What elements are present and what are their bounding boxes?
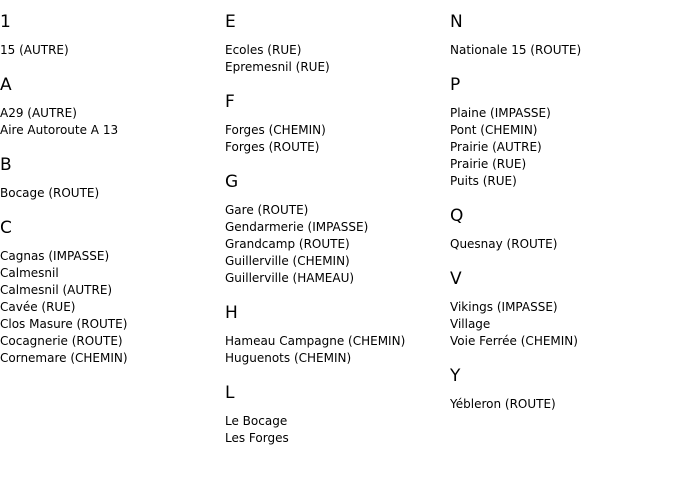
street-link[interactable]: Cavée (RUE) [0, 300, 76, 314]
street-list [225, 42, 447, 76]
street-list-item [0, 185, 222, 202]
section-letter-heading: E [225, 12, 236, 32]
letter-section [0, 155, 222, 202]
street-list [450, 396, 672, 413]
street-link[interactable]: Forges (ROUTE) [225, 140, 320, 154]
street-list [0, 248, 222, 367]
street-link[interactable]: Bocage (ROUTE) [0, 186, 100, 200]
street-link[interactable]: Vikings (IMPASSE) [450, 300, 558, 314]
section-letter-heading: A [0, 75, 12, 95]
street-link[interactable]: Hameau Campagne (CHEMIN) [225, 334, 406, 348]
street-list-item [450, 333, 672, 350]
letter-section [450, 269, 672, 350]
street-list-item [450, 173, 672, 190]
letter-section [0, 75, 222, 139]
street-list-item [0, 248, 222, 265]
street-link[interactable]: Yébleron (ROUTE) [450, 397, 556, 411]
street-link[interactable]: Nationale 15 (ROUTE) [450, 43, 582, 57]
street-list [0, 185, 222, 202]
section-letter-heading: L [225, 383, 235, 403]
street-link[interactable]: Le Bocage [225, 414, 288, 428]
street-link[interactable]: Puits (RUE) [450, 174, 517, 188]
street-list-item [225, 270, 447, 287]
street-link[interactable]: Cocagnerie (ROUTE) [0, 334, 123, 348]
street-list-item [225, 430, 447, 447]
street-link[interactable]: Prairie (RUE) [450, 157, 527, 171]
street-list [450, 42, 672, 59]
street-link[interactable]: Quesnay (ROUTE) [450, 237, 558, 251]
street-list-item [450, 236, 672, 253]
street-list-item [0, 333, 222, 350]
street-list-item [0, 105, 222, 122]
section-letter-heading: F [225, 92, 235, 112]
street-link[interactable]: Aire Autoroute A 13 [0, 123, 119, 137]
letter-section [0, 218, 222, 367]
street-list-item [450, 299, 672, 316]
street-link[interactable]: 15 (AUTRE) [0, 43, 69, 57]
street-list-item [0, 265, 222, 282]
letter-section [450, 75, 672, 190]
street-list [225, 333, 447, 367]
letter-section [450, 12, 672, 59]
street-link[interactable]: Plaine (IMPASSE) [450, 106, 551, 120]
street-list [450, 236, 672, 253]
street-list-item [225, 59, 447, 76]
street-link[interactable]: Guillerville (CHEMIN) [225, 254, 350, 268]
street-link[interactable]: Voie Ferrée (CHEMIN) [450, 334, 578, 348]
street-list-item [450, 42, 672, 59]
section-letter-heading: V [450, 269, 462, 289]
street-list-item [225, 350, 447, 367]
street-link[interactable]: Guillerville (HAMEAU) [225, 271, 355, 285]
street-list [450, 299, 672, 350]
street-link[interactable]: Huguenots (CHEMIN) [225, 351, 352, 365]
street-list [0, 105, 222, 139]
street-list-item [225, 253, 447, 270]
section-letter-heading: B [0, 155, 12, 175]
street-list-item [0, 299, 222, 316]
street-list-item [450, 396, 672, 413]
index-column [225, 0, 447, 463]
street-list-item [0, 282, 222, 299]
street-list-item [225, 42, 447, 59]
street-list-item [225, 139, 447, 156]
street-list-item [225, 236, 447, 253]
street-list-item [225, 202, 447, 219]
index-column [0, 0, 222, 383]
street-list-item [450, 139, 672, 156]
section-letter-heading: Y [450, 366, 461, 386]
letter-section [225, 12, 447, 76]
street-link[interactable]: Clos Masure (ROUTE) [0, 317, 128, 331]
street-link[interactable]: Cornemare (CHEMIN) [0, 351, 128, 365]
letter-section [225, 383, 447, 447]
street-list-item [0, 122, 222, 139]
street-link[interactable]: Epremesnil (RUE) [225, 60, 330, 74]
letter-section [225, 303, 447, 367]
section-letter-heading: Q [450, 206, 464, 226]
street-link[interactable]: Ecoles (RUE) [225, 43, 302, 57]
section-letter-heading: N [450, 12, 463, 32]
section-letter-heading: 1 [0, 12, 11, 32]
section-letter-heading: P [450, 75, 461, 95]
street-list [450, 105, 672, 190]
letter-section [225, 92, 447, 156]
street-list-item [450, 316, 672, 333]
index-column [450, 0, 672, 429]
street-link[interactable]: Forges (CHEMIN) [225, 123, 326, 137]
section-letter-heading: H [225, 303, 238, 323]
letter-section [225, 172, 447, 287]
street-list [0, 42, 222, 59]
street-link[interactable]: Pont (CHEMIN) [450, 123, 538, 137]
street-list [225, 122, 447, 156]
street-list-item [225, 219, 447, 236]
street-list-item [0, 42, 222, 59]
street-list-item [225, 122, 447, 139]
street-list-item [0, 316, 222, 333]
street-link[interactable]: A29 (AUTRE) [0, 106, 77, 120]
street-link[interactable]: Calmesnil [0, 266, 59, 280]
street-list-item [225, 333, 447, 350]
street-link[interactable]: Cagnas (IMPASSE) [0, 249, 110, 263]
street-link[interactable]: Gare (ROUTE) [225, 203, 309, 217]
street-link[interactable]: Calmesnil (AUTRE) [0, 283, 113, 297]
street-link[interactable]: Grandcamp (ROUTE) [225, 237, 350, 251]
street-list-item [0, 350, 222, 367]
street-list [225, 413, 447, 447]
section-letter-heading: C [0, 218, 12, 238]
section-letter-heading: G [225, 172, 239, 192]
street-link[interactable]: Village [450, 317, 491, 331]
street-link[interactable]: Gendarmerie (IMPASSE) [225, 220, 369, 234]
letter-section [450, 366, 672, 413]
street-list [225, 202, 447, 287]
street-list-item [450, 156, 672, 173]
letter-section [0, 12, 222, 59]
letter-section [450, 206, 672, 253]
street-list-item [450, 105, 672, 122]
street-link[interactable]: Les Forges [225, 431, 289, 445]
street-list-item [450, 122, 672, 139]
street-list-item [225, 413, 447, 430]
street-link[interactable]: Prairie (AUTRE) [450, 140, 542, 154]
